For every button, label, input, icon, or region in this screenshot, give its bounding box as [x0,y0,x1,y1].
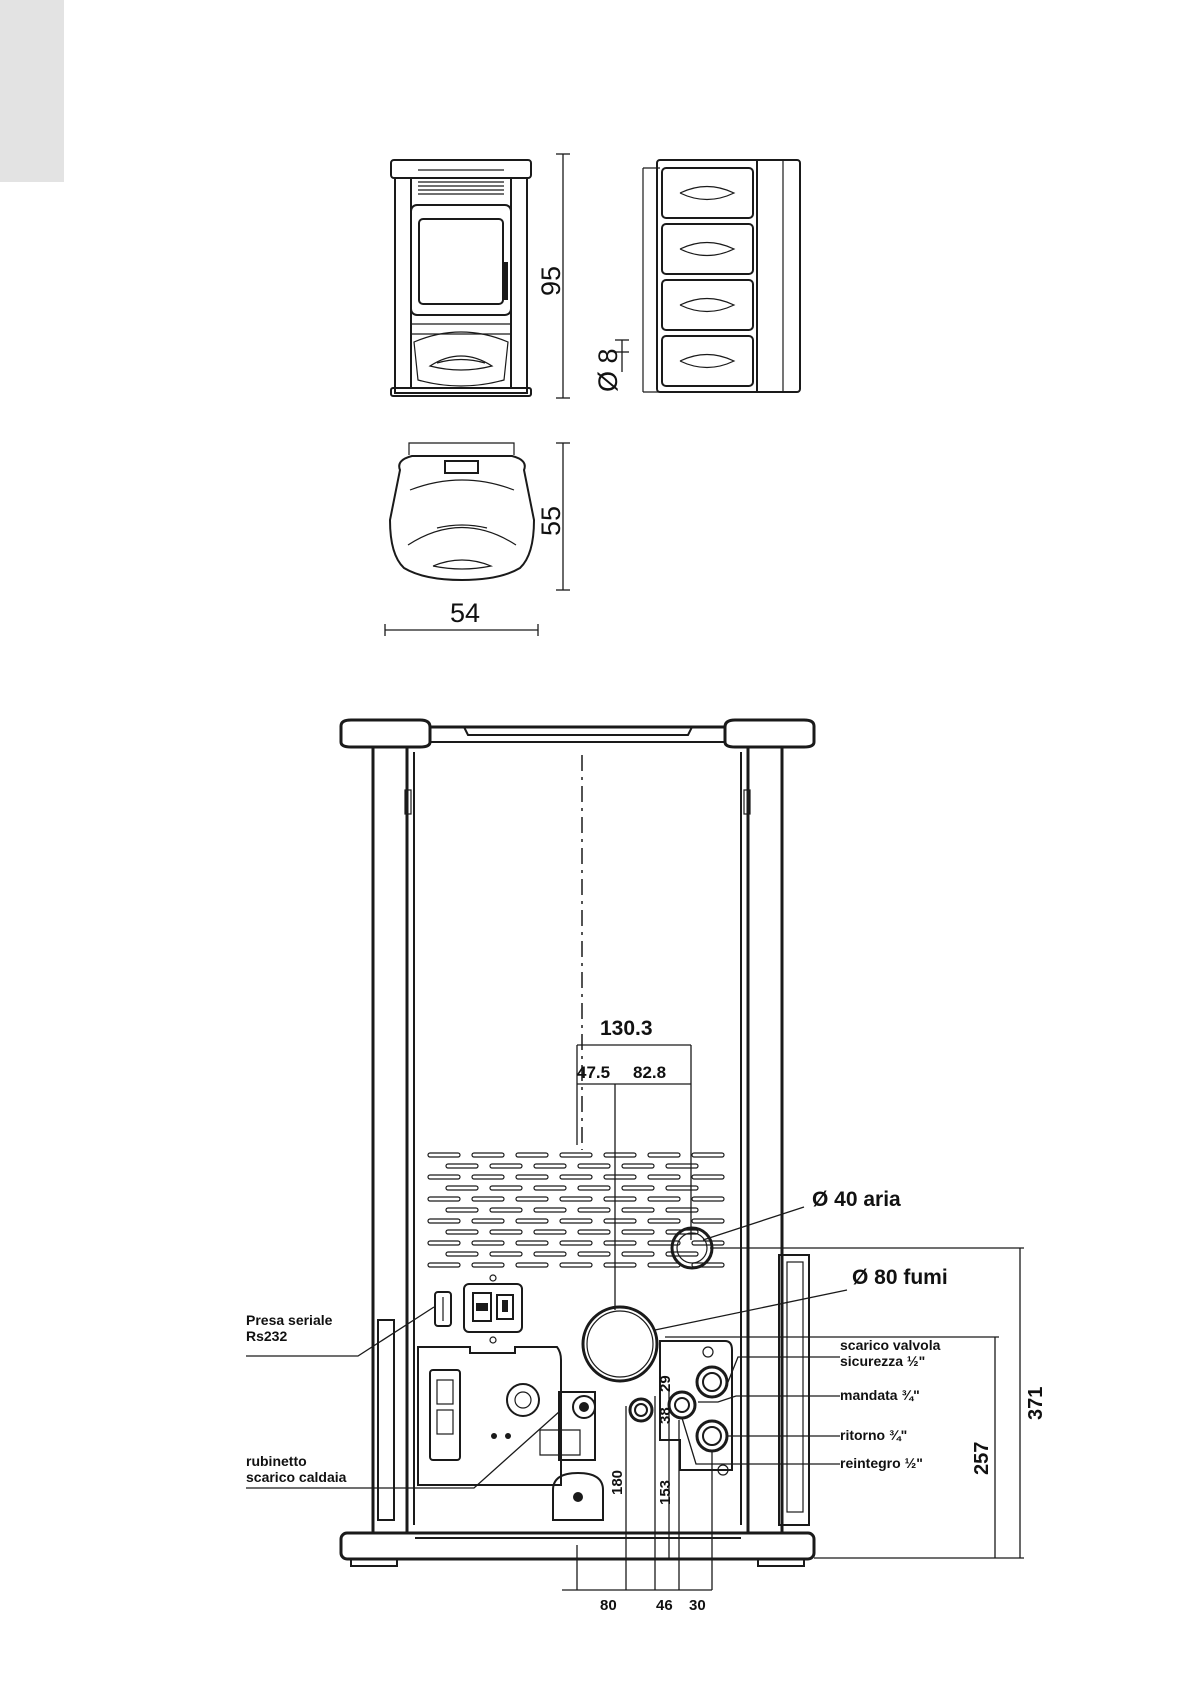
louvre-slot [472,1175,504,1179]
louvre-slot [534,1230,566,1234]
louvre-slot [622,1208,654,1212]
dim-47-5: 47.5 [577,1063,611,1082]
louvre-slot [490,1186,522,1190]
louvre-slot [648,1153,680,1157]
louvre-slot [490,1230,522,1234]
louvre-slot [516,1219,548,1223]
louvre-slot [490,1208,522,1212]
louvre-slot [666,1208,698,1212]
label-reintegro: reintegro ½" [840,1455,923,1471]
louvre-slot [578,1252,610,1256]
louvre-slot [472,1263,504,1267]
louvre-slot [692,1175,724,1179]
louvre-slot [604,1219,636,1223]
louvre-slot [472,1197,504,1201]
dim-257: 257 [971,1441,993,1475]
dim-46: 46 [656,1597,673,1614]
front-height-label: 95 [536,265,566,296]
louvre-slot [428,1153,460,1157]
dim-180: 180 [609,1469,626,1495]
dim-29: 29 [657,1375,674,1392]
louvre-slot [648,1219,680,1223]
side-view [593,160,800,392]
louvre-slot [578,1186,610,1190]
louvre-slot [692,1153,724,1157]
louvre-slot [622,1230,654,1234]
louvre-slot [516,1263,548,1267]
louvre-slot [604,1241,636,1245]
louvre-slot [648,1175,680,1179]
louvre-slot [604,1153,636,1157]
louvre-slot [534,1252,566,1256]
top-width-label: 54 [450,598,481,628]
louvre-slot [534,1186,566,1190]
louvre-slot [446,1252,478,1256]
louvre-slot [446,1208,478,1212]
label-scarico-1: scarico valvola [840,1337,941,1353]
louvre-slot [648,1263,680,1267]
louvre-slot [534,1164,566,1168]
front-view [391,154,570,398]
louvre-slot [648,1197,680,1201]
louvre-slot [516,1175,548,1179]
louvre-slot [560,1197,592,1201]
label-mandata: mandata ¾" [840,1387,920,1403]
louvre-slot [428,1175,460,1179]
label-scarico-2: sicurezza ½" [840,1353,926,1369]
louvre-slot [446,1164,478,1168]
louvre-slot [472,1219,504,1223]
louvre-slot [560,1219,592,1223]
louvre-slot [622,1164,654,1168]
louvre-slot [604,1175,636,1179]
louvre-slot [692,1197,724,1201]
foot-diameter-label: Ø 8 [593,348,623,392]
label-rubinetto-2: scarico caldaia [246,1469,347,1485]
label-aria: Ø 40 aria [812,1188,901,1211]
label-presa-1: Presa seriale [246,1312,333,1328]
louvre-slot [516,1241,548,1245]
louvre-slot [428,1197,460,1201]
label-fumi: Ø 80 fumi [852,1266,948,1289]
louvre-slot [428,1219,460,1223]
louvre-slot [666,1164,698,1168]
louvre-slot [560,1263,592,1267]
louvre-slot [560,1175,592,1179]
louvre-slot [622,1252,654,1256]
louvre-slot [692,1219,724,1223]
louvre-slot [428,1241,460,1245]
vent-louvres [428,1153,724,1267]
louvre-slot [516,1197,548,1201]
louvre-slot [604,1263,636,1267]
top-view [385,443,570,636]
louvre-slot [648,1241,680,1245]
louvre-slot [472,1153,504,1157]
top-depth-label: 55 [536,505,566,536]
louvre-slot [578,1230,610,1234]
label-rubinetto-1: rubinetto [246,1453,307,1469]
louvre-slot [472,1241,504,1245]
louvre-slot [666,1186,698,1190]
louvre-slot [516,1153,548,1157]
louvre-slot [534,1208,566,1212]
louvre-slot [428,1263,460,1267]
louvre-slot [560,1241,592,1245]
louvre-slot [666,1252,698,1256]
dim-30: 30 [689,1597,706,1614]
louvre-slot [446,1186,478,1190]
dim-80: 80 [600,1597,617,1614]
dim-153: 153 [657,1479,674,1505]
louvre-slot [490,1164,522,1168]
louvre-slot [560,1153,592,1157]
dim-130-3: 130.3 [600,1017,653,1040]
louvre-slot [578,1208,610,1212]
dim-371: 371 [1025,1386,1047,1420]
dim-38: 38 [657,1407,674,1424]
louvre-slot [622,1186,654,1190]
louvre-slot [578,1164,610,1168]
louvre-slot [604,1197,636,1201]
rear-view [246,720,1047,1614]
louvre-slot [692,1241,724,1245]
dim-82-8: 82.8 [633,1063,667,1082]
louvre-slot [446,1230,478,1234]
louvre-slot [490,1252,522,1256]
label-presa-2: Rs232 [246,1328,288,1344]
label-ritorno: ritorno ¾" [840,1427,908,1443]
